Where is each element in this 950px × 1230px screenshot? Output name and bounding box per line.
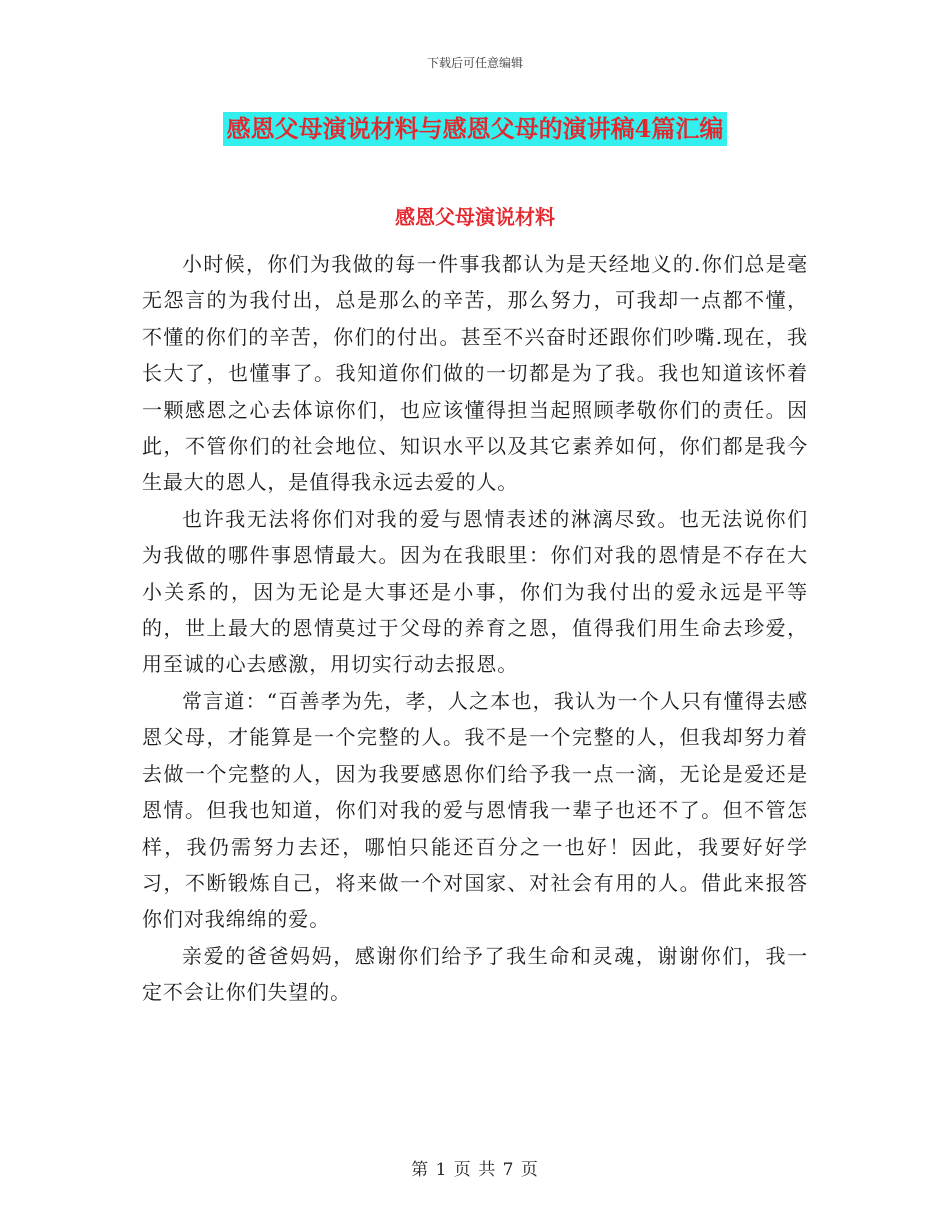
page-number-footer: 第 1 页 共 7 页	[411, 1160, 539, 1180]
document-title-container	[0, 112, 950, 146]
paragraph: 也许我无法将你们对我的爱与恩情表述的淋漓尽致。也无法说你们为我做的哪件事恩情最大。因为在我眼里：你们对我的恩情是不存在大小关系的，因为无论是大事还是小事，你们为我付出的爱永远是平等的，世上最大的恩情莫过于父母的养育之恩，值得我们用生命去珍爱，用至诚的心去感激，用切实行动去报恩。	[142, 506, 808, 677]
page-header-note: 下载后可任意编辑	[426, 56, 523, 70]
paragraph: 小时候，你们为我做的每一件事我都认为是天经地义的.你们总是毫无怨言的为我付出，总是那么的辛苦，那么努力，可我却一点都不懂，不懂的你们的辛苦，你们的付出。甚至不兴奋时还跟你们吵嘴.现在，我长大了，也懂事了。我知道你们做的一切都是为了我。我也知道该怀着一颗感恩之心去体谅你们，也应该懂得担当起照顾孝敬你们的责任。因此，不管你们的社会地位、知识水平以及其它素养如何，你们都是我今生最大的恩人，是值得我永远去爱的人。	[142, 252, 808, 495]
paragraph: 亲爱的爸爸妈妈，感谢你们给予了我生命和灵魂，谢谢你们，我一定不会让你们失望的。	[142, 943, 808, 1005]
document-body	[142, 246, 808, 1011]
paragraph: 常言道：“百善孝为先，孝，人之本也，我认为一个人只有懂得去感恩父母，才能算是一个完整的人。我不是一个完整的人，但我却努力着去做一个完整的人，因为我要感恩你们给予我一点一滴，无论是爱还是恩情。但我也知道，你们对我的爱与恩情我一辈子也还不了。但不管怎样，我仍需努力去还，哪怕只能还百分之一也好！因此，我要好好学习，不断锻炼自己，将来做一个对国家、对社会有用的人。借此来报答你们对我绵绵的爱。	[142, 688, 808, 932]
section-title: 感恩父母演说材料	[395, 205, 555, 229]
document-title: 感恩父母演说材料与感恩父母的演讲稿4篇汇编	[223, 112, 728, 146]
